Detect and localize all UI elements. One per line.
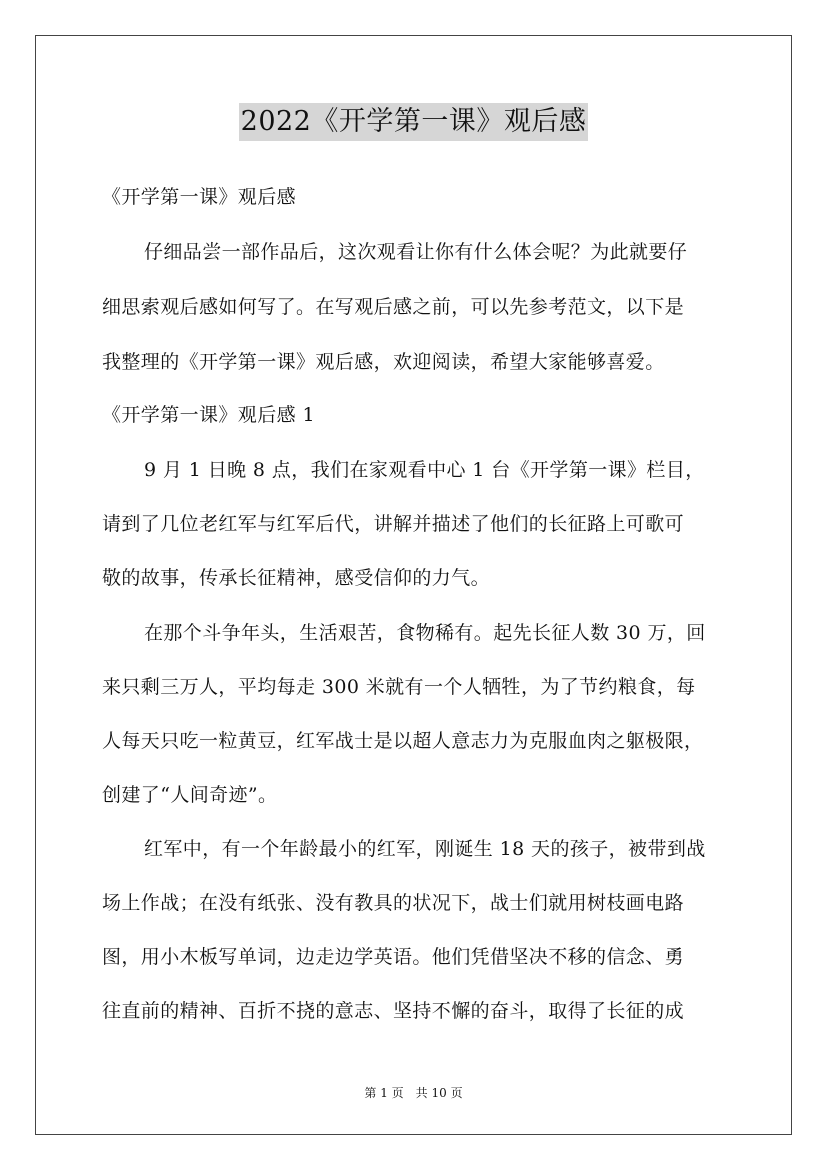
document-title: 2022《开学第一课》观后感 (239, 103, 589, 141)
paragraph-line: 场上作战；在没有纸张、没有教具的状况下，战士们就用树枝画电路 (102, 892, 685, 914)
paragraph-line: 仔细品尝一部作品后，这次观看让你有什么体会呢？为此就要仔 (144, 241, 688, 263)
paragraph-line: 请到了几位老红军与红军后代，讲解并描述了他们的长征路上可歌可 (102, 513, 685, 535)
paragraph-line: 往直前的精神、百折不挠的意志、坚持不懈的奋斗，取得了长征的成 (102, 1000, 685, 1022)
paragraph-line: 我整理的《开学第一课》观后感，欢迎阅读，希望大家能够喜爱。 (102, 351, 665, 373)
paragraph-line: 在那个斗争年头，生活艰苦，食物稀有。起先长征人数 30 万，回 (144, 622, 706, 644)
paragraph-line: 细思索观后感如何写了。在写观后感之前，可以先参考范文，以下是 (102, 296, 685, 318)
paragraph-line: 9 月 1 日晚 8 点，我们在家观看中心 1 台《开学第一课》栏目， (144, 459, 705, 481)
paragraph-line: 图，用小木板写单词，边走边学英语。他们凭借坚决不移的信念、勇 (102, 946, 685, 968)
document-title-wrapper (0, 103, 827, 141)
paragraph-line: 来只剩三万人，平均每走 300 米就有一个人牺牲，为了节约粮食，每 (102, 676, 696, 698)
paragraph-line: 创建了“人间奇迹”。 (102, 784, 278, 806)
section-heading: 《开学第一课》观后感 1 (102, 404, 315, 426)
subtitle-line: 《开学第一课》观后感 (102, 186, 297, 208)
page-footer: 第 1 页 共 10 页 (364, 1086, 463, 1100)
paragraph-line: 敬的故事，传承长征精神，感受信仰的力气。 (102, 567, 491, 589)
paragraph-line: 红军中，有一个年龄最小的红军，刚诞生 18 天的孩子，被带到战 (144, 838, 706, 860)
paragraph-line: 人每天只吃一粒黄豆，红军战士是以超人意志力为克服血肉之躯极限， (102, 730, 704, 752)
